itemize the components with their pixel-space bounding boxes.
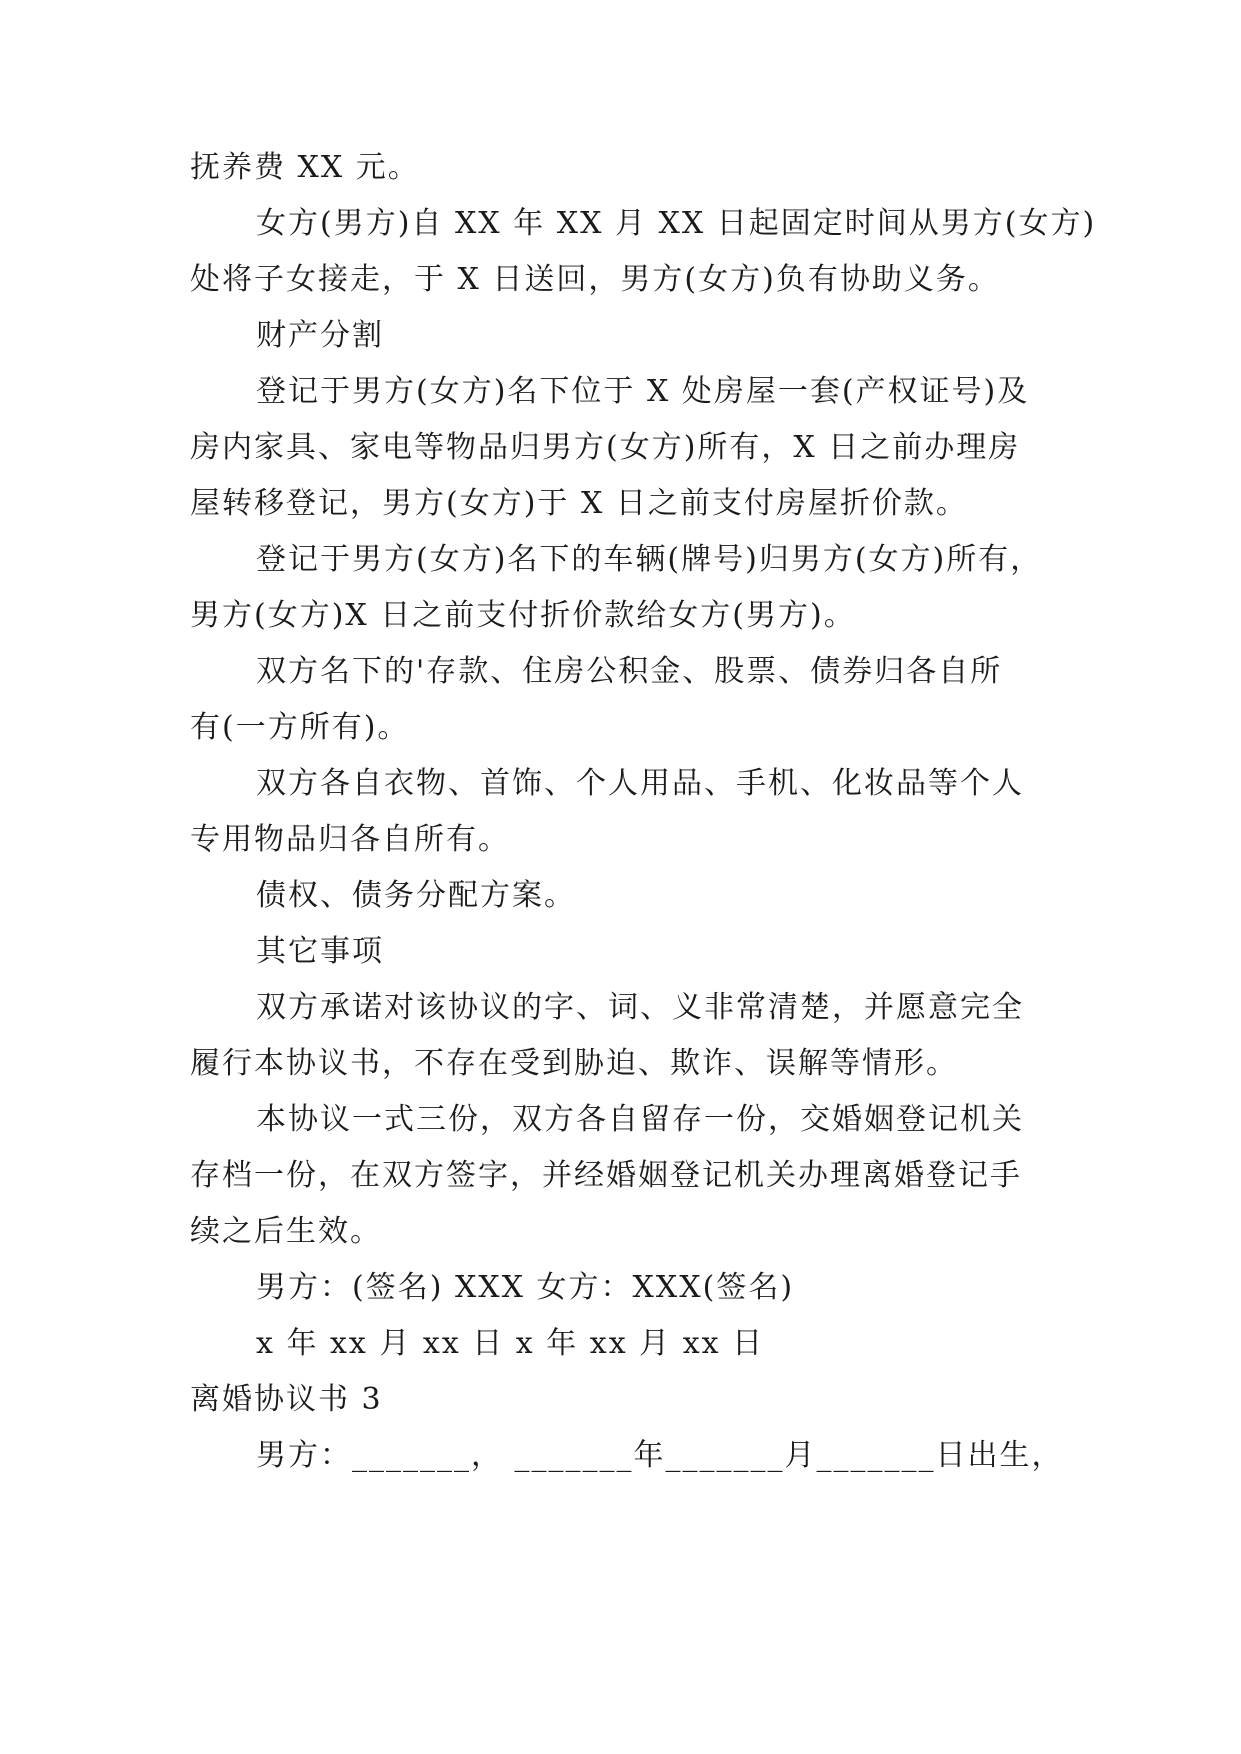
section-heading: 财产分割: [256, 318, 384, 353]
text-line: 续之后生效。: [190, 1214, 382, 1249]
text-line: 存档一份，在双方签字，并经婚姻登记机关办理离婚登记手: [190, 1158, 1022, 1193]
text-line: 抚养费 XX 元。: [190, 150, 420, 185]
document-title: 离婚协议书 3: [190, 1382, 383, 1417]
paragraph-line: 债权、债务分配方案。: [256, 878, 576, 913]
text-line: 履行本协议书，不存在受到胁迫、欺诈、误解等情形。: [190, 1046, 958, 1081]
text-line: 有(一方所有)。: [190, 710, 410, 745]
date-line: x 年 xx 月 xx 日 x 年 xx 月 xx 日: [256, 1326, 765, 1361]
signature-line: 男方：(签名) XXX 女方：XXX(签名): [256, 1270, 795, 1305]
paragraph-line: 双方承诺对该协议的字、词、义非常清楚，并愿意完全: [256, 990, 1024, 1025]
text-line: 房内家具、家电等物品归男方(女方)所有，X 日之前办理房: [190, 430, 1021, 465]
paragraph-line: 登记于男方(女方)名下的车辆(牌号)归男方(女方)所有，: [256, 542, 1043, 577]
paragraph-line: 双方名下的'存款、住房公积金、股票、债券归各自所: [256, 654, 1003, 689]
paragraph-line: 本协议一式三份，双方各自留存一份，交婚姻登记机关: [256, 1102, 1024, 1137]
section-heading: 其它事项: [256, 934, 384, 969]
paragraph-line: 登记于男方(女方)名下位于 X 处房屋一套(产权证号)及: [256, 374, 1030, 409]
form-line: 男方：_______， _______年_______月_______日出生，: [256, 1438, 1064, 1473]
text-line: 屋转移登记，男方(女方)于 X 日之前支付房屋折价款。: [190, 486, 968, 521]
text-line: 处将子女接走，于 X 日送回，男方(女方)负有协助义务。: [190, 262, 1000, 297]
paragraph-line: 双方各自衣物、首饰、个人用品、手机、化妆品等个人: [256, 766, 1024, 801]
text-line: 男方(女方)X 日之前支付折价款给女方(男方)。: [190, 598, 856, 633]
paragraph-line: 女方(男方)自 XX 年 XX 月 XX 日起固定时间从男方(女方): [256, 206, 1097, 241]
text-line: 专用物品归各自所有。: [190, 822, 510, 857]
